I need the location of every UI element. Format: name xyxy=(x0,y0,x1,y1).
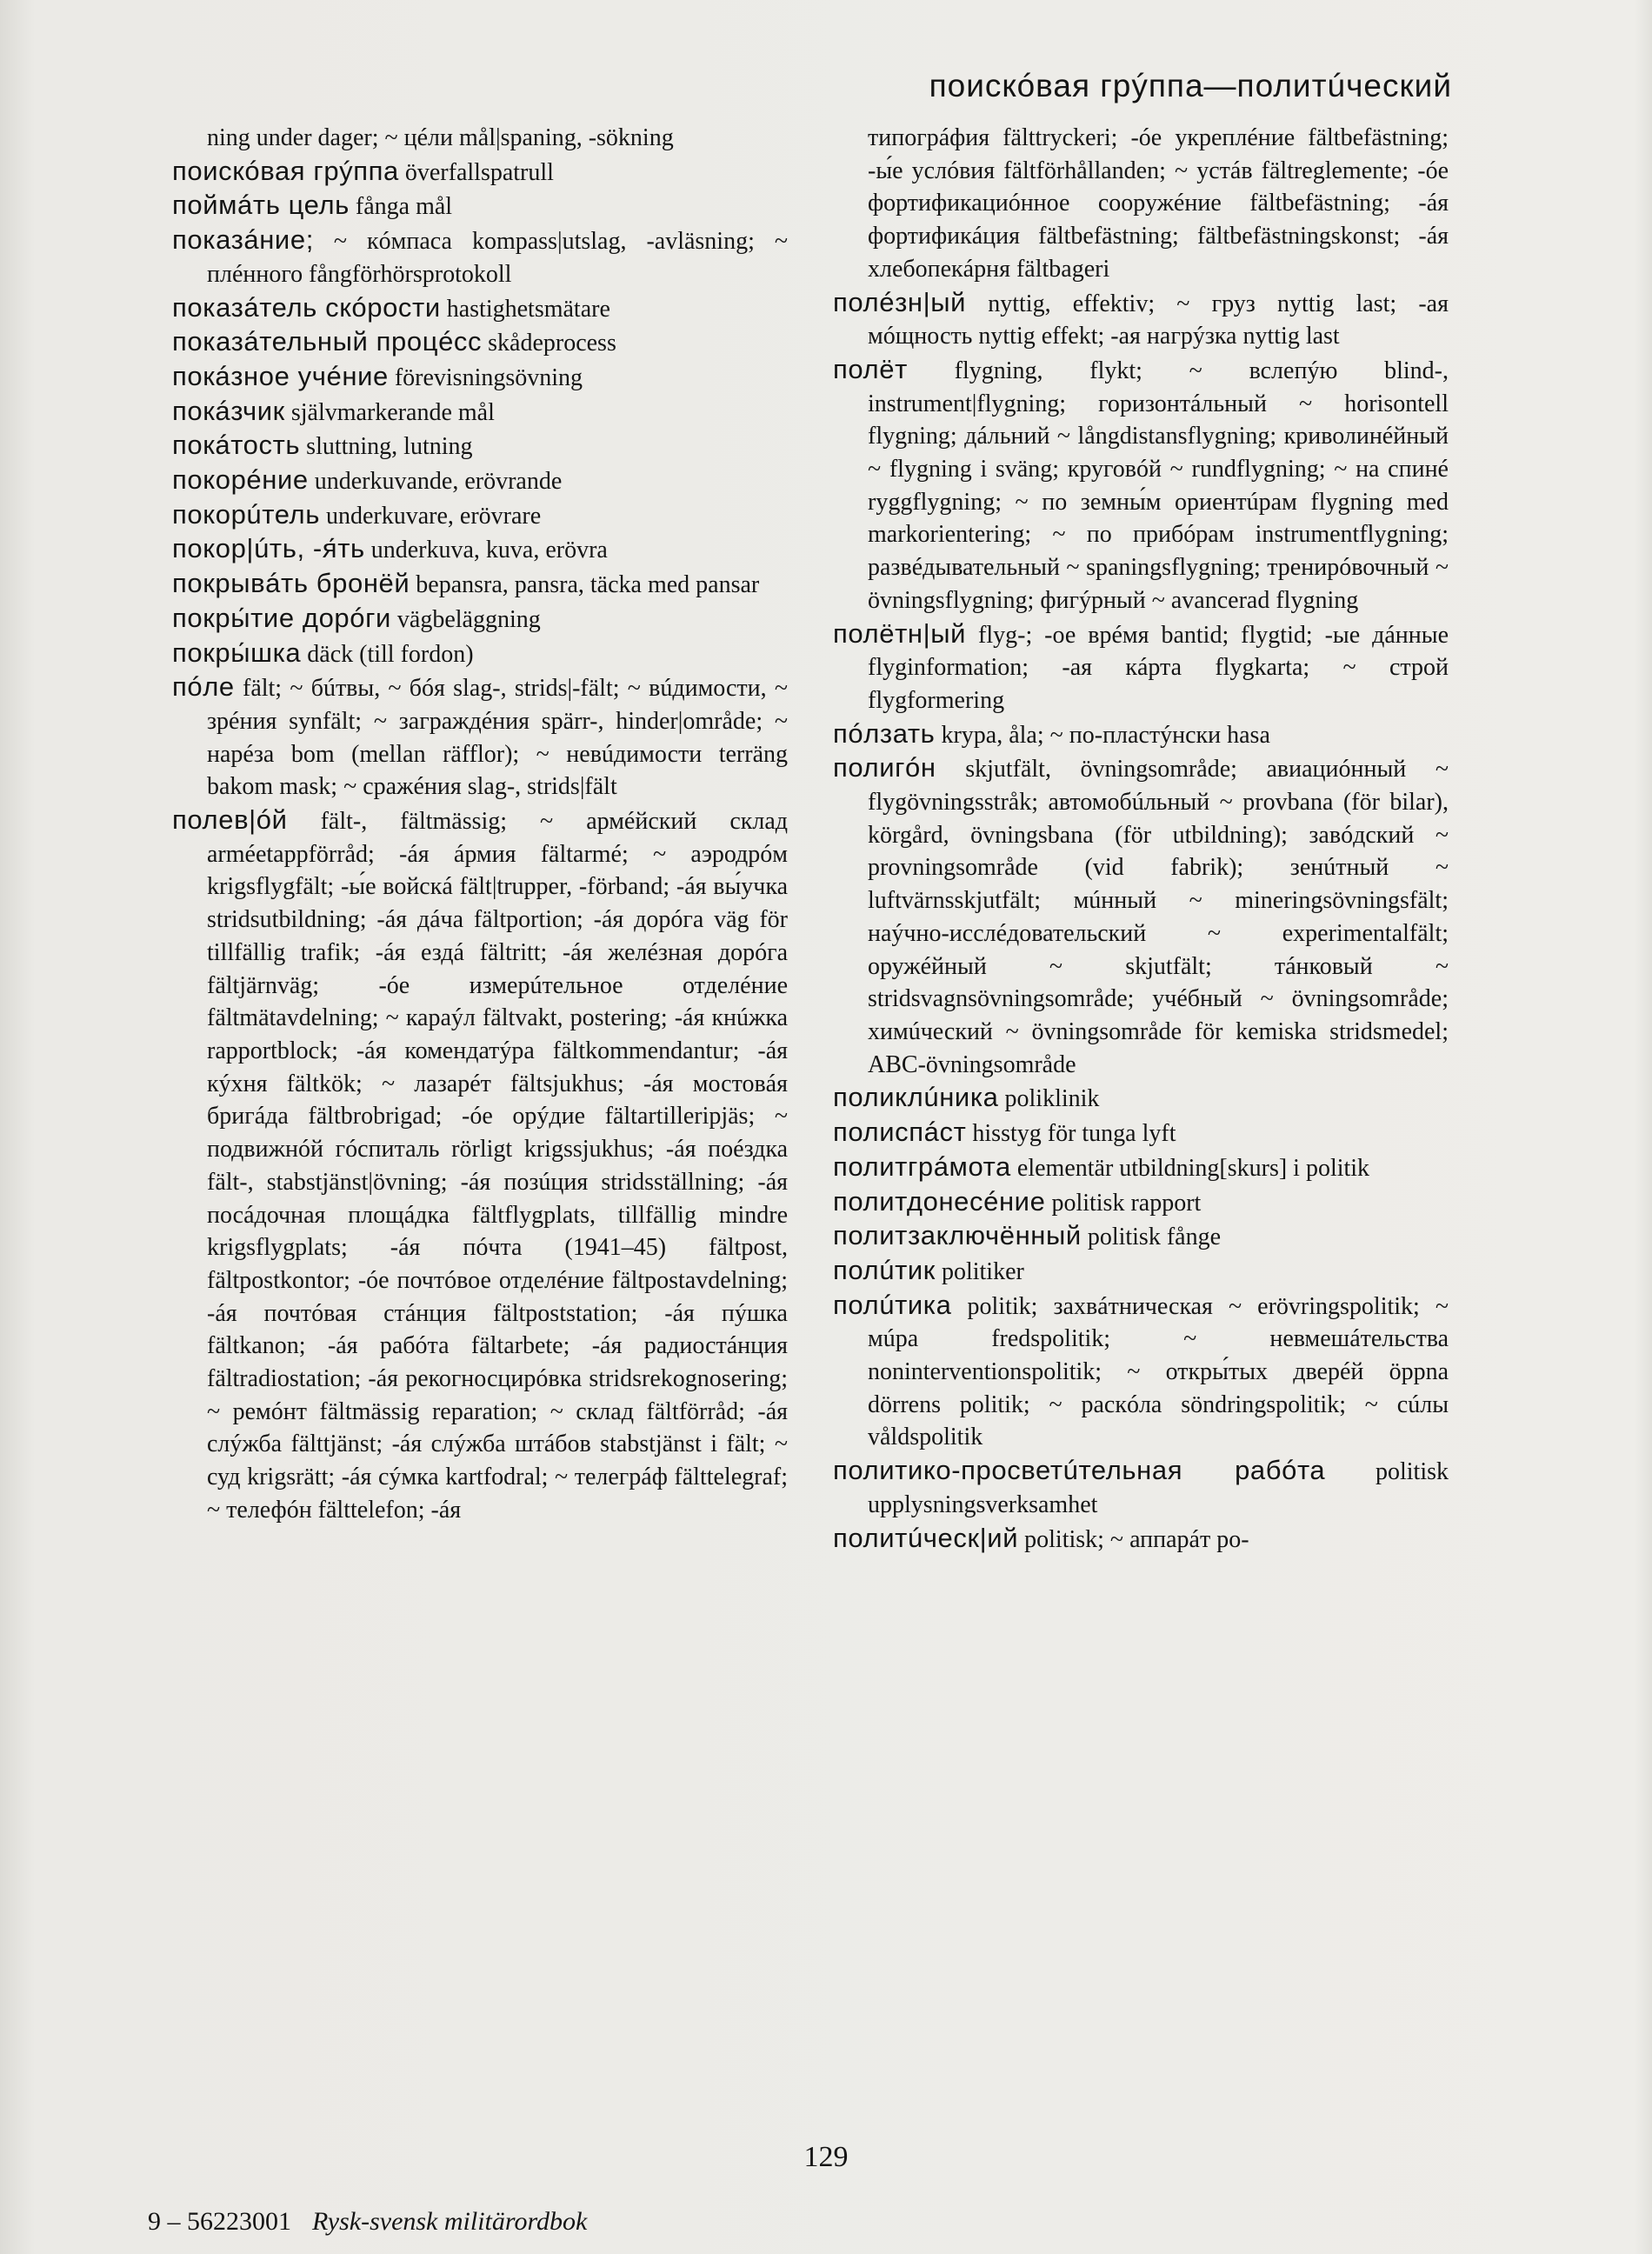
headword: покры́тие дорóги xyxy=(172,602,391,633)
headword: полиспáст xyxy=(833,1117,967,1148)
definition: däck (till fordon) xyxy=(307,640,474,668)
dictionary-entry xyxy=(833,1522,1449,1557)
definition: sluttning, lutning xyxy=(306,433,473,461)
headword: покорúтель xyxy=(172,498,320,530)
dictionary-entry xyxy=(172,291,788,326)
dictionary-entry xyxy=(833,1116,1449,1150)
headword: полигóн xyxy=(833,752,936,784)
definition: skjutfält, övningsområde; авиациóнный ~ flygövningsstråk; автомобúльный ~ provbana (för bilar), körgård, övningsbana (för utbildning); завóдский ~ provningsområde (vid fabrik); зенúтный ~ luftvärnsskjutfält; мúнный ~ mineringsövningsfält; наýчно-исслéдовательский ~ experimentalfält; оружéйный ~ skjutfält; тáнковый ~ stridsvagnsövningsområde; учéбный ~ övningsområde; химúческий ~ övningsområde för kemiska stridsmedel; ABC-övningsområde xyxy=(868,756,1449,1078)
dictionary-entry xyxy=(172,463,788,498)
dictionary-entry xyxy=(172,567,788,602)
definition: politisk; ~ аппарáт po- xyxy=(1024,1525,1249,1553)
headword: показáтельный процéсс xyxy=(172,326,483,357)
headword: политгрáмота xyxy=(833,1150,1011,1182)
definition: politisk rapport xyxy=(1051,1189,1202,1217)
dictionary-entry xyxy=(833,1081,1449,1116)
left-column xyxy=(172,120,788,1527)
definition: bepansra, pansra, täcka med pansar xyxy=(416,571,760,599)
dictionary-entry xyxy=(833,617,1449,717)
dictionary-entry xyxy=(172,429,788,463)
headword: полéзн|ый xyxy=(833,286,967,317)
headword: полúтика xyxy=(833,1289,952,1320)
definition: politisk upplysningsverksamhet xyxy=(868,1458,1449,1518)
dictionary-entry xyxy=(172,532,788,567)
running-head: поискóвая грýппа—политúческий xyxy=(929,68,1452,103)
headword: показáние; xyxy=(172,224,314,256)
dictionary-entry xyxy=(833,1454,1449,1521)
dictionary-entry xyxy=(833,717,1449,752)
definition: skådeprocess xyxy=(488,330,616,357)
dictionary-entry xyxy=(172,360,788,395)
book-title: Rysk-svensk militärordbok xyxy=(312,2207,588,2236)
dictionary-entry xyxy=(833,751,1449,1081)
headword: покор|úть, -я́ть xyxy=(172,533,365,564)
headword: показáтель скóрости xyxy=(172,291,441,323)
definition: underkuva, kuva, erövra xyxy=(370,537,608,564)
definition: ning under dager; ~ цéли mål|spaning, -sökning xyxy=(207,124,674,151)
headword: политдонесéние xyxy=(833,1185,1046,1217)
headword: покры́шка xyxy=(172,637,302,668)
definition: vägbeläggning xyxy=(396,605,541,633)
footer xyxy=(148,2207,587,2237)
headword: полев|óй xyxy=(172,804,288,836)
headword: покáзное учéние xyxy=(172,360,389,391)
headword: поликлúника xyxy=(833,1082,999,1113)
headword: политúческ|ий xyxy=(833,1522,1019,1553)
definition: förevisningsövning xyxy=(394,363,583,391)
definition: типогрáфия fälttryckeri; -óе укреплéние fältbefästning; -ы́е услóвия fältförhållanden; ~ устáв fältreglemente; -óе фортификациóнное сооружéние fältbefästning; -áя фортификáция fältbefästning; fältbefästningskonst; -áя хлебопекáрня fältbageri xyxy=(868,124,1449,283)
definition: nyttig, effektiv; ~ груз nyttig last; -ая мóщность nyttig effekt; -ая нагрýзка nyttig last xyxy=(868,290,1449,350)
dictionary-entry xyxy=(172,670,788,804)
dictionary-entry xyxy=(833,353,1449,617)
definition: poliklinik xyxy=(1004,1085,1100,1113)
dictionary-entry xyxy=(833,1150,1449,1185)
headword: поискóвая грýппа xyxy=(172,155,399,186)
headword: полётн|ый xyxy=(833,617,967,649)
definition: underkuvande, erövrande xyxy=(314,468,563,496)
definition: ~ кóмпаса kompass|utslag, -avläsning; ~ плéнного fångförhörsprotokoll xyxy=(207,228,789,288)
definition: flygning, flykt; ~ вслепýю blind-, instrument|flygning; горизонтáльный ~ horisontell flygning; дáльний ~ långdistansflygning; криволинéйный ~ flygning i sväng; круговóй ~ rundflygning; ~ на спинé ryggflygning; ~ по земны́м ориентúрам flygning med markorientering; ~ по прибóрам instrumentflygning; развéдывательный ~ spaningsflygning; тренирóвочный ~ övningsflygning; фигýрный ~ avancerad flygning xyxy=(868,357,1449,614)
definition: elementär utbildning[skurs] i politik xyxy=(1016,1154,1370,1182)
dictionary-entry xyxy=(833,1289,1449,1455)
dictionary-entry xyxy=(833,1254,1449,1289)
definition: hastighetsmätare xyxy=(446,295,610,323)
headword: политико-просветúтельная рабóта xyxy=(833,1455,1326,1486)
dictionary-entry xyxy=(833,286,1449,353)
headword: покáзчик xyxy=(172,395,285,426)
dictionary-entry xyxy=(833,1185,1449,1220)
dictionary-entry xyxy=(833,1219,1449,1254)
dictionary-entry xyxy=(172,189,788,223)
definition: fånga mål xyxy=(355,193,453,221)
definition: politisk fånge xyxy=(1087,1224,1222,1251)
page-number: 129 xyxy=(803,2141,849,2173)
definition: underkuvare, erövrare xyxy=(325,502,542,530)
definition: flyg-; -ое врéмя bantid; flygtid; -ые дáнные flyginformation; -ая кáрта flygkarta; ~ строй flygformering xyxy=(868,621,1449,714)
printer-signature: 9 – 56223001 xyxy=(148,2207,291,2236)
definition: fält; ~ бúтвы, ~ бóя slag-, strids|-fält; ~ вúдимости, ~ зрéния synfält; ~ загрaждéния spärr-, hinder|område; ~ нарéза bom (mellan räfflor); ~ невúдимости terräng bakom mask; ~ сражéния slag-, strids|fält xyxy=(207,675,789,801)
headword: поймáть цель xyxy=(172,190,350,221)
right-column xyxy=(833,120,1449,1556)
definition: överfallspatrull xyxy=(404,158,554,186)
dictionary-entry xyxy=(172,120,788,155)
definition: hisstyg för tunga lyft xyxy=(972,1120,1176,1148)
dictionary-entry xyxy=(172,223,788,290)
dictionary-entry xyxy=(172,804,788,1526)
headword: политзаключённый xyxy=(833,1220,1082,1251)
dictionary-entry xyxy=(172,498,788,533)
dictionary-entry xyxy=(833,120,1449,286)
dictionary-entry xyxy=(172,602,788,637)
definition: fält-, fältmässig; ~ армéйский склад arméetappförråd; -áя áрмия fältarmé; ~ аэродрóм krigsflygfält; -ы́е войскá fält|trupper, -förband; -áя вы́учка stridsutbildning; -áя дáча fältportion; -áя дорóга väg för tillfällig trafik; -áя ездá fältritt; -áя желéзная дорóга fältjärnväg; -óе измерúтельное отделéние fältmätavdelning; ~ караýл fältvakt, postering; -áя кнúжка rapportblock; -áя комендатýра fältkommendantur; -áя кýхня fältkök; ~ лазарéт fältsjukhus; -áя мостовáя бригáда fältbrobrigad; -óе орýдие fältartilleripjäs; ~ подвижнóй гóспиталь rörligt krigssjukhus; -áя поéздка fält-, stabstjänst|övning; -áя позúция stridsställning; -áя посáдочная площáдка fältflygplats, tillfällig mindre krigsflygplats; -áя пóчта (1941–45) fältpost, fältpostkontor; -óе почтóвое отделéние fältpostavdelning; -áя почтóвая стáнция fältpoststation; -áя пýшка fältkanon; -áя рабóта fältarbete; -áя радиостáнция fältradiostation; -áя рекогносцирóвка stridsrekognosering; ~ ремóнт fältmässig reparation; ~ склад fältförråd; -áя слýжба fälttjänst; -áя слýжба штáбов stabstjänst i fält; ~ суд krigsrätt; -áя сýмка kartfodral; ~ телегрáф fälttelegraf; ~ телефóн fälttelefon; -áя xyxy=(207,808,789,1524)
definition: självmarkerande mål xyxy=(290,398,495,426)
headword: полúтик xyxy=(833,1254,936,1285)
dictionary-entry xyxy=(172,637,788,671)
headword: покрывáть бронёй xyxy=(172,568,410,599)
dictionary-entry xyxy=(172,325,788,360)
headword: покáтость xyxy=(172,430,301,461)
definition: krypa, åla; ~ по-пластýнски hasa xyxy=(941,721,1270,749)
dictionary-entry xyxy=(172,155,788,190)
dictionary-entry xyxy=(172,395,788,430)
headword: пóлзать xyxy=(833,717,936,749)
definition: politiker xyxy=(941,1257,1024,1285)
definition: politik; захвáтническая ~ erövringspolitik; ~ мúра fredspolitik; ~ невмешáтельства noninterventionspolitik; ~ откры́тых дверéй öppna dörrens politik; ~ раскóла söndringspolitik; ~ сúлы våldspolitik xyxy=(868,1292,1449,1451)
headword: пóле xyxy=(172,671,235,703)
headword: покорéние xyxy=(172,464,309,496)
headword: полёт xyxy=(833,353,908,384)
